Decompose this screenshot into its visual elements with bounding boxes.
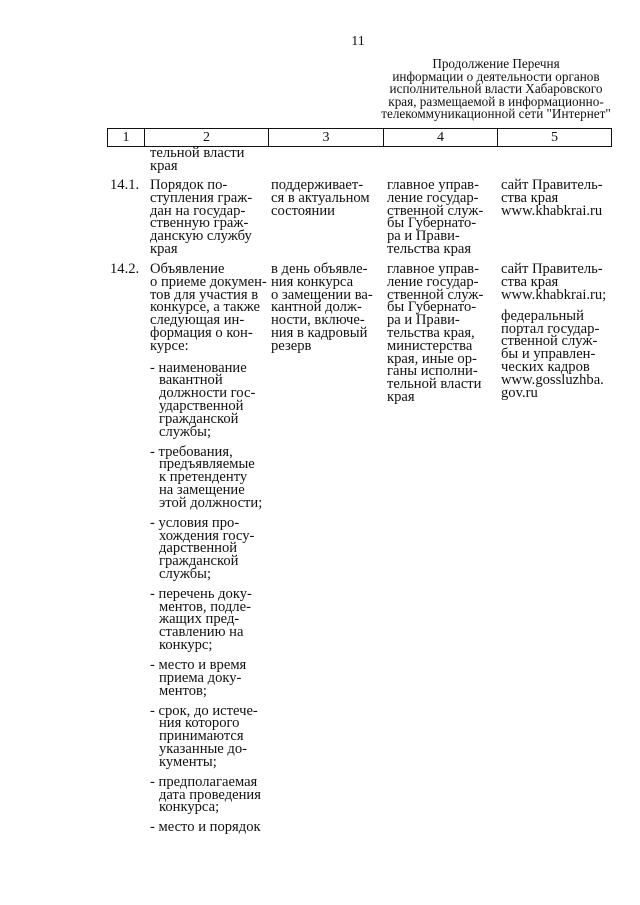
cell-line: сайт Правитель- xyxy=(501,177,603,193)
cell-line: - перечень доку- xyxy=(150,585,252,602)
cell-line: данскую службу xyxy=(150,228,252,245)
note-line: информации о деятельности органов xyxy=(392,68,600,84)
column-number-cell: 4 xyxy=(384,129,498,146)
cell-line: ния которого xyxy=(159,715,240,732)
cell-line: - наименование xyxy=(150,359,247,376)
cell-line: - место и порядок xyxy=(150,819,261,836)
continuation-note xyxy=(380,58,612,121)
cell-line: ния в кадровый xyxy=(271,324,368,341)
list-item xyxy=(150,659,267,697)
cell-line: ности, включе- xyxy=(271,312,365,329)
cell-line: принимаются xyxy=(159,728,244,745)
cell-line: ственную граж- xyxy=(150,215,249,232)
cell-line: ства края xyxy=(501,189,559,206)
cell-line: резерв xyxy=(271,337,312,354)
cell-line: ступления граж- xyxy=(150,189,253,206)
cell-line: ственной служ- xyxy=(501,333,598,350)
cell-line: кантной долж- xyxy=(271,299,362,316)
cell-line: гражданской xyxy=(159,410,239,427)
cell-line: к претенденту xyxy=(159,469,248,486)
cell-line: края xyxy=(387,388,415,405)
cell-line: этой должности; xyxy=(159,494,263,511)
cell-line: вакантной xyxy=(159,372,223,389)
cell-line: тельства края, xyxy=(387,324,475,341)
note-line: телекоммуникационной сети "Интернет" xyxy=(381,106,611,121)
cell-line: тельства края xyxy=(387,240,472,257)
cell-line: ударственной xyxy=(159,397,244,414)
cell-col-4 xyxy=(387,263,483,404)
cell-line: кументы; xyxy=(159,753,217,770)
cell-line: конкурсе, а также xyxy=(150,299,260,316)
cell-line: ментов; xyxy=(159,682,207,699)
cell-line: сайт Правитель- xyxy=(501,261,603,277)
cell-col-3 xyxy=(271,179,370,217)
cell-line: хождения госу- xyxy=(159,527,255,544)
cell-line: - предполагаемая xyxy=(150,773,258,790)
cell-line: курсе: xyxy=(150,337,189,354)
cell-line: предъявляемые xyxy=(159,456,255,473)
list-item xyxy=(150,443,267,511)
row-number: 14.1. xyxy=(110,177,140,193)
cell-line: www.khabkrai.ru xyxy=(501,202,603,219)
column-number-cell: 2 xyxy=(145,129,269,146)
cell-col-2 xyxy=(150,179,252,256)
cell-line: состоянии xyxy=(271,202,335,219)
cell-line: должности гос- xyxy=(159,385,256,402)
cell-line: края, иные ор- xyxy=(387,350,477,367)
list-item xyxy=(150,773,267,816)
cell-paragraph xyxy=(501,263,606,301)
cell-col-5 xyxy=(501,263,606,399)
cell-line: главное управ- xyxy=(387,261,479,277)
cell-line: Объявление xyxy=(150,261,225,277)
list-item xyxy=(150,585,267,654)
cell-line: указанные до- xyxy=(159,741,248,758)
cell-line: ся в актуальном xyxy=(271,189,370,206)
cell-line: о замещении ва- xyxy=(271,286,373,303)
cell-line: ра и Прави- xyxy=(387,312,460,329)
list-item xyxy=(150,702,267,770)
row-number: 14.2. xyxy=(110,261,140,277)
cell-line: ставлению на xyxy=(159,624,244,641)
cell-line: тов для участия в xyxy=(150,286,259,303)
cell-line: бы Губернато- xyxy=(387,299,477,316)
continued-cell xyxy=(150,147,244,173)
cell-paragraph xyxy=(501,307,606,401)
list-item xyxy=(150,359,267,440)
cell-line: ментов, подле- xyxy=(159,598,251,615)
cell-line: ление государ- xyxy=(387,189,479,206)
list-item xyxy=(150,514,267,582)
cell-col-4 xyxy=(387,179,483,256)
cell-line: края xyxy=(150,240,178,257)
cell-line: ственной служ- xyxy=(387,286,484,303)
cell-line: бы Губернато- xyxy=(387,215,477,232)
cell-line: службы; xyxy=(159,565,212,582)
column-number-cell: 3 xyxy=(269,129,384,146)
cell-line: дата проведения xyxy=(159,786,261,803)
cell-line: министерства xyxy=(387,337,473,354)
cell-col-2 xyxy=(150,263,267,834)
cell-line: - требования, xyxy=(150,443,233,460)
cell-line: портал государ- xyxy=(501,320,600,337)
note-line: края, размещаемой в информационно- xyxy=(388,93,604,109)
cell-line: дарственной xyxy=(159,540,238,557)
column-number-cell: 5 xyxy=(551,130,558,145)
cell-line: о приеме докумен- xyxy=(150,273,267,290)
cell-line: края xyxy=(150,157,178,174)
cell-line: ния конкурса xyxy=(271,273,354,290)
cell-line: тельной власти xyxy=(150,145,245,161)
cell-line: конкурс; xyxy=(159,637,213,654)
cell-line: www.gossluzhba. xyxy=(501,371,604,388)
cell-line: - срок, до истече- xyxy=(150,702,258,719)
note-line: Продолжение Перечня xyxy=(432,56,560,71)
cell-col-3 xyxy=(271,263,373,353)
cell-line: дан на государ- xyxy=(150,202,246,219)
cell-line: ства края xyxy=(501,273,559,290)
cell-line: приема доку- xyxy=(159,669,242,686)
page-number: 11 xyxy=(351,34,365,49)
cell-line: ственной служ- xyxy=(387,202,484,219)
note-line: исполнительной власти Хабаровского xyxy=(389,81,603,96)
cell-line: конкурса; xyxy=(159,799,220,816)
cell-line: ра и Прави- xyxy=(387,228,460,245)
cell-line: - условия про- xyxy=(150,514,240,531)
cell-col-5 xyxy=(501,179,603,217)
cell-line: Порядок по- xyxy=(150,177,228,193)
cell-line: www.khabkrai.ru; xyxy=(501,286,607,303)
cell-line: ческих кадров xyxy=(501,358,590,375)
cell-line: gov.ru xyxy=(501,384,538,401)
cell-line: тельной власти xyxy=(387,376,482,393)
cell-line: гражданской xyxy=(159,553,239,570)
cell-paragraph xyxy=(501,179,603,217)
cell-line: ление государ- xyxy=(387,273,479,290)
list-item xyxy=(150,821,267,834)
cell-line: поддерживает- xyxy=(271,177,364,193)
cell-line: следующая ин- xyxy=(150,312,245,329)
column-number-cell: 1 xyxy=(108,129,145,146)
cell-line: главное управ- xyxy=(387,177,479,193)
cell-line: на замещение xyxy=(159,481,245,498)
cell-line: службы; xyxy=(159,423,212,440)
cell-line: формация о кон- xyxy=(150,324,253,341)
cell-line: - место и время xyxy=(150,657,247,674)
cell-line: ганы исполни- xyxy=(387,363,478,380)
cell-line: жащих пред- xyxy=(159,611,240,628)
cell-line: бы и управлен- xyxy=(501,346,596,363)
cell-line: федеральный xyxy=(501,307,584,324)
cell-line: в день объявле- xyxy=(271,261,368,277)
